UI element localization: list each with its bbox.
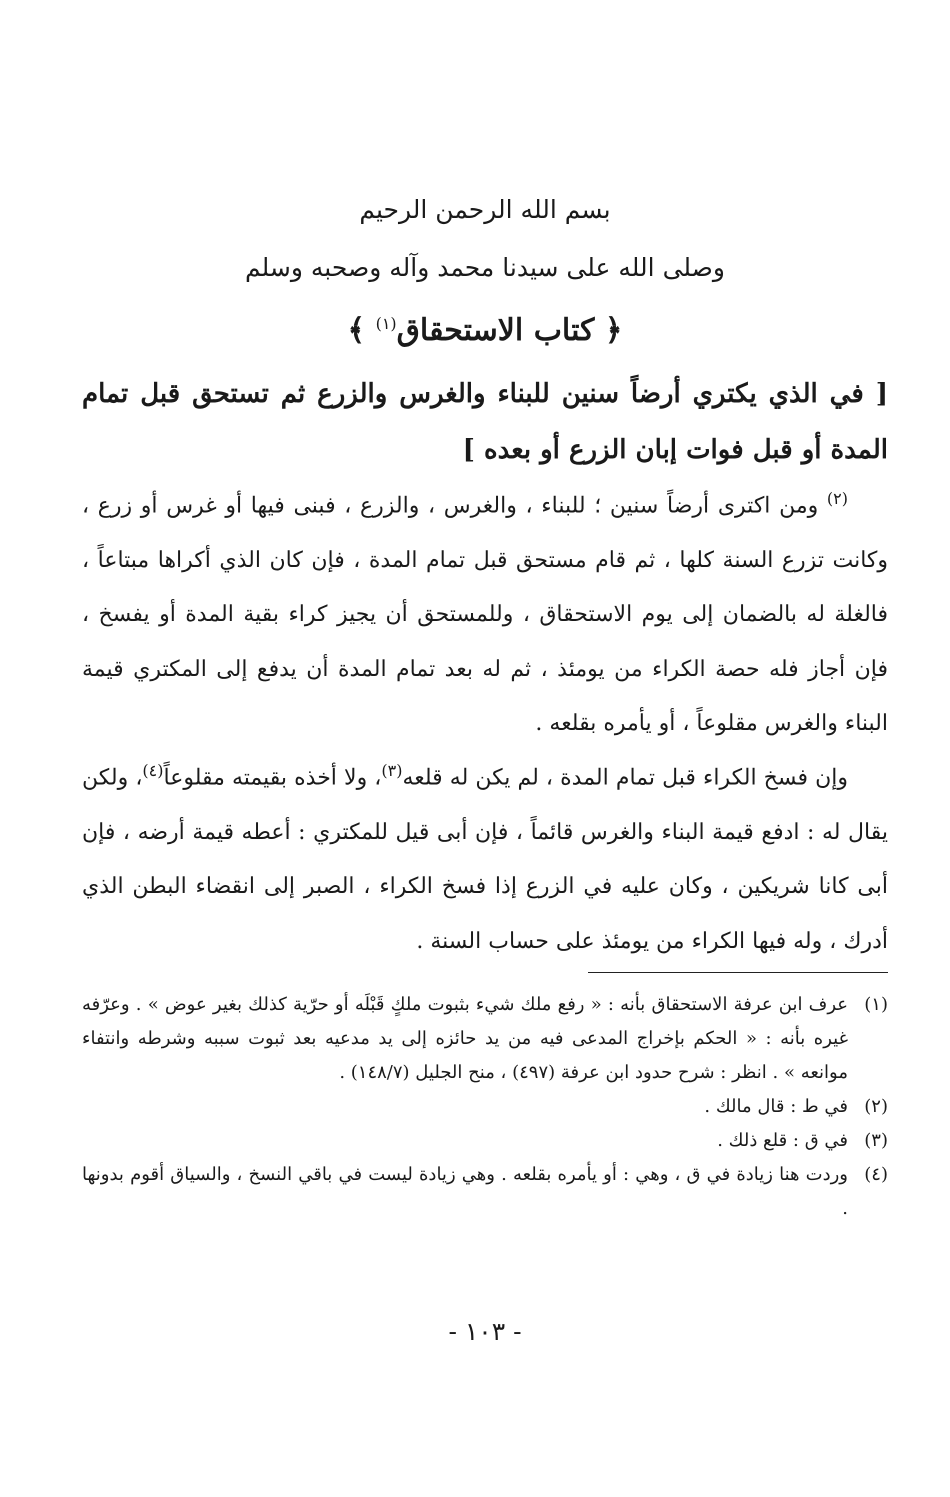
footnote-number: (٢): [864, 1096, 888, 1117]
paragraph-2-part-1: وإن فسخ الكراء قبل تمام المدة ، لم يكن له قلعه: [402, 765, 848, 791]
footnote-1: [82, 988, 888, 1090]
ornate-bracket-open: ﴿: [604, 313, 623, 348]
footnote-ref-1: (١): [375, 314, 397, 333]
footnote-ref-4: (٤): [142, 761, 164, 780]
footnote-4: [82, 1158, 888, 1226]
footnote-text: وردت هنا زيادة في ق ، وهي : أو يأمره بقلعه . وهي زيادة ليست في باقي النسخ ، والسياق أقوم بدونها .: [82, 1164, 848, 1219]
page-number: - ١٠٣ -: [448, 1317, 522, 1346]
paragraph-2-part-3: ، ولكن يقال له : ادفع قيمة البناء والغرس قائماً ، فإن أبى قيل للمكتري : أعطه قيمة أرضه ، فإن أبى كانا شريكين ، وكان عليه في الزرع إذا فسخ الكراء ، الصبر إلى انقضاء البطن الذي أدرك ، وله فيها الكراء من يومئذ على حساب السنة .: [82, 765, 888, 954]
paragraph-1: [82, 472, 888, 752]
chapter-heading: [ في الذي يكتري أرضاً سنين للبناء والغرس والزرع ثم تستحق قبل تمام المدة أو قبل فوات إبان الزرع أو بعده ]: [82, 379, 888, 465]
footnote-ref-3: (٣): [381, 761, 403, 780]
footnote-text: عرف ابن عرفة الاستحقاق بأنه : « رفع ملك شيء بثبوت ملكٍ قَبْلَه أو حرّية كذلك بغير عوض » . وعرّفه غيره بأنه : « الحكم بإخراج المدعى فيه من يد حائزه إلى يد مدعيه بعد ثبوت سببه وشرطه وانتفاء موانعه » . انظر : شرح حدود ابن عرفة (٤٩٧) ، منح الجليل (١٤٨/٧) .: [82, 994, 848, 1083]
book-title-text: كتاب الاستحقاق: [396, 313, 595, 348]
footnote-number: (١): [864, 994, 888, 1015]
salawat-line: وصلى الله على سيدنا محمد وآله وصحبه وسلم: [245, 253, 725, 282]
book-page: [82, 0, 888, 1497]
footnote-separator: [588, 972, 888, 973]
basmala: بسم الله الرحمن الرحيم: [359, 195, 611, 224]
footnote-3: [82, 1124, 888, 1158]
footnotes: [82, 988, 888, 1226]
footnote-number: (٣): [864, 1130, 888, 1151]
ornate-bracket-close: ﴾: [347, 313, 366, 348]
paragraph-1-text: ومن اكترى أرضاً سنين ؛ للبناء ، والغرس ، والزرع ، فبنى فيها أو غرس أو زرع ، وكانت تزرع السنة كلها ، ثم قام مستحق قبل تمام المدة ، فإن كان الذي أكراها مبتاعاً ، فالغلة له بالضمان إلى يوم الاستحقاق ، وللمستحق أن يجيز كراء بقية المدة أو يفسخ ، فإن أجاز فله حصة الكراء من يومئذ ، ثم له بعد تمام المدة أن يدفع إلى المكتري قيمة البناء والغرس مقلوعاً ، أو يأمره بقلعه .: [82, 493, 888, 737]
book-title: [82, 300, 888, 355]
footnote-text: في ق : قلع ذلك .: [717, 1130, 848, 1151]
footnote-2: [82, 1090, 888, 1124]
footnote-number: (٤): [864, 1164, 888, 1185]
paragraph-2-part-2: ، ولا أخذه بقيمته مقلوعاً: [163, 765, 382, 791]
paragraph-2: [82, 744, 888, 969]
footnote-ref-2: (٢): [826, 489, 848, 508]
footnote-text: في ط : قال مالك .: [704, 1096, 848, 1117]
